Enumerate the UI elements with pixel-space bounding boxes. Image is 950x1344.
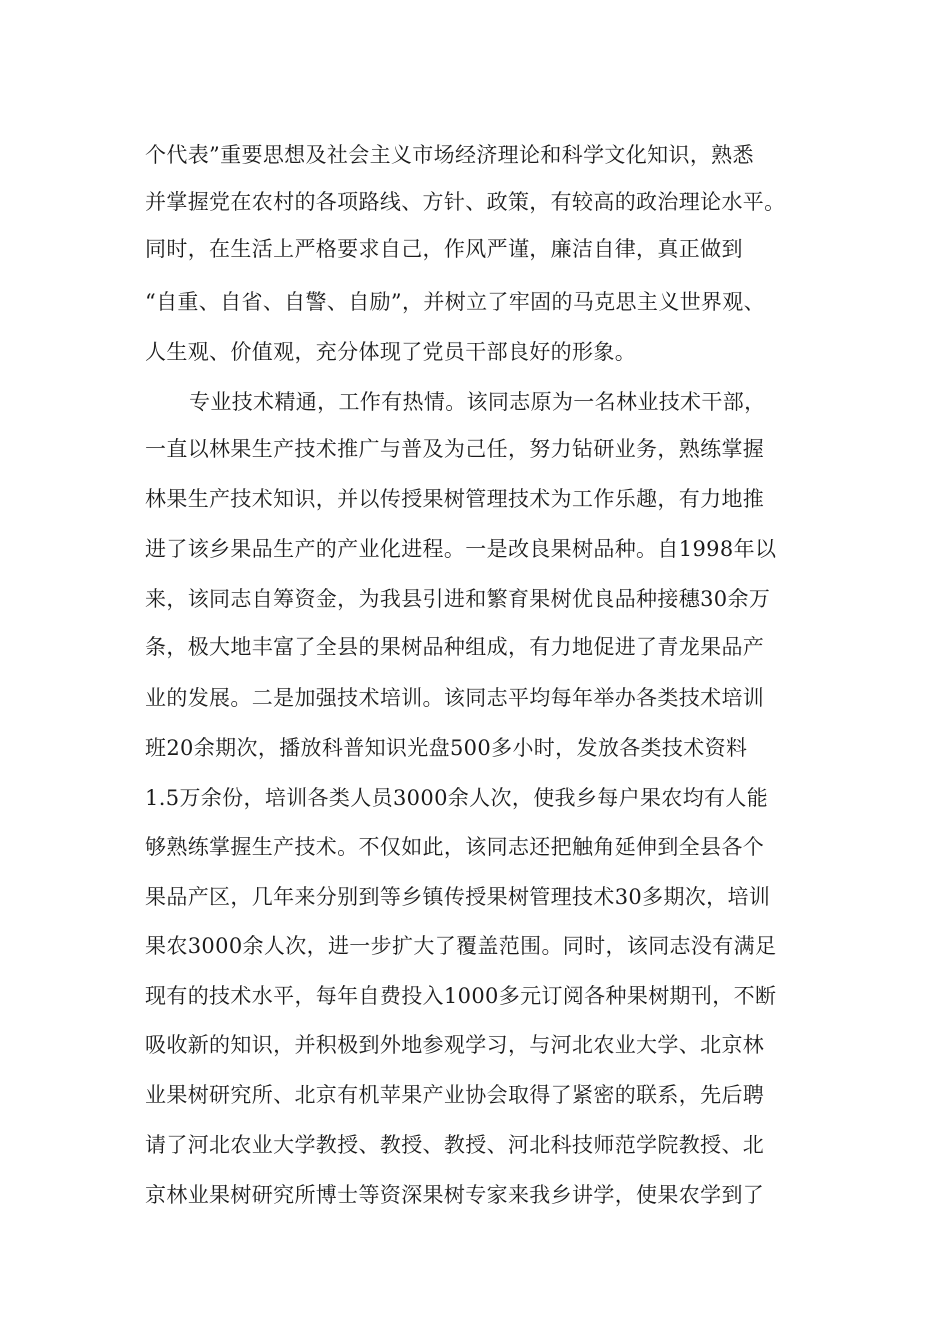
text-line: “自重、自省、自警、自励”，并树立了牢固的马克思主义世界观、 [145,290,765,314]
text-line: 1.5万余份，培训各类人员3000余人次，使我乡每户果农均有人能 [145,786,769,810]
text-line: 请了河北农业大学教授、教授、教授、河北科技师范学院教授、北 [145,1133,765,1157]
text-line: 一直以林果生产技术推广与普及为己任，努力钻研业务，熟练掌握 [145,437,765,461]
text-line: 班20余期次，播放科普知识光盘500多小时，发放各类技术资料 [145,736,748,760]
text-line: 够熟练掌握生产技术。不仅如此，该同志还把触角延伸到全县各个 [145,835,765,859]
text-line: 个代表”重要思想及社会主义市场经济理论和科学文化知识，熟悉 [145,143,754,167]
text-line: 现有的技术水平，每年自费投入1000多元订阅各种果树期刊，不断 [145,984,777,1008]
text-line: 果品产区，几年来分别到等乡镇传授果树管理技术30多期次，培训 [145,885,771,909]
text-line: 业的发展。二是加强技术培训。该同志平均每年举办各类技术培训 [145,686,765,710]
text-line: 人生观、价值观，充分体现了党员干部良好的形象。 [145,340,637,364]
text-line: 来，该同志自筹资金，为我县引进和繁育果树优良品种接穗30余万 [145,587,771,611]
text-line: 果农3000余人次，进一步扩大了覆盖范围。同时，该同志没有满足 [145,934,777,958]
text-line: 业果树研究所、北京有机苹果产业协会取得了紧密的联系，先后聘 [145,1083,765,1107]
text-line: 吸收新的知识，并积极到外地参观学习，与河北农业大学、北京林 [145,1033,765,1057]
text-line: 进了该乡果品生产的产业化进程。一是改良果树品种。自1998年以 [145,537,777,561]
text-line: 京林业果树研究所博士等资深果树专家来我乡讲学，使果农学到了 [145,1183,765,1207]
text-line: 并掌握党在农村的各项路线、方针、政策，有较高的政治理论水平。 [145,190,786,214]
text-line: 同时，在生活上严格要求自己，作风严谨，廉洁自律，真正做到 [145,237,743,261]
text-line: 条，极大地丰富了全县的果树品种组成，有力地促进了青龙果品产 [145,635,765,659]
paragraph-first-line: 专业技术精通，工作有热情。该同志原为一名林业技术干部， [189,390,766,414]
text-line: 林果生产技术知识，并以传授果树管理技术为工作乐趣，有力地推 [145,487,765,511]
